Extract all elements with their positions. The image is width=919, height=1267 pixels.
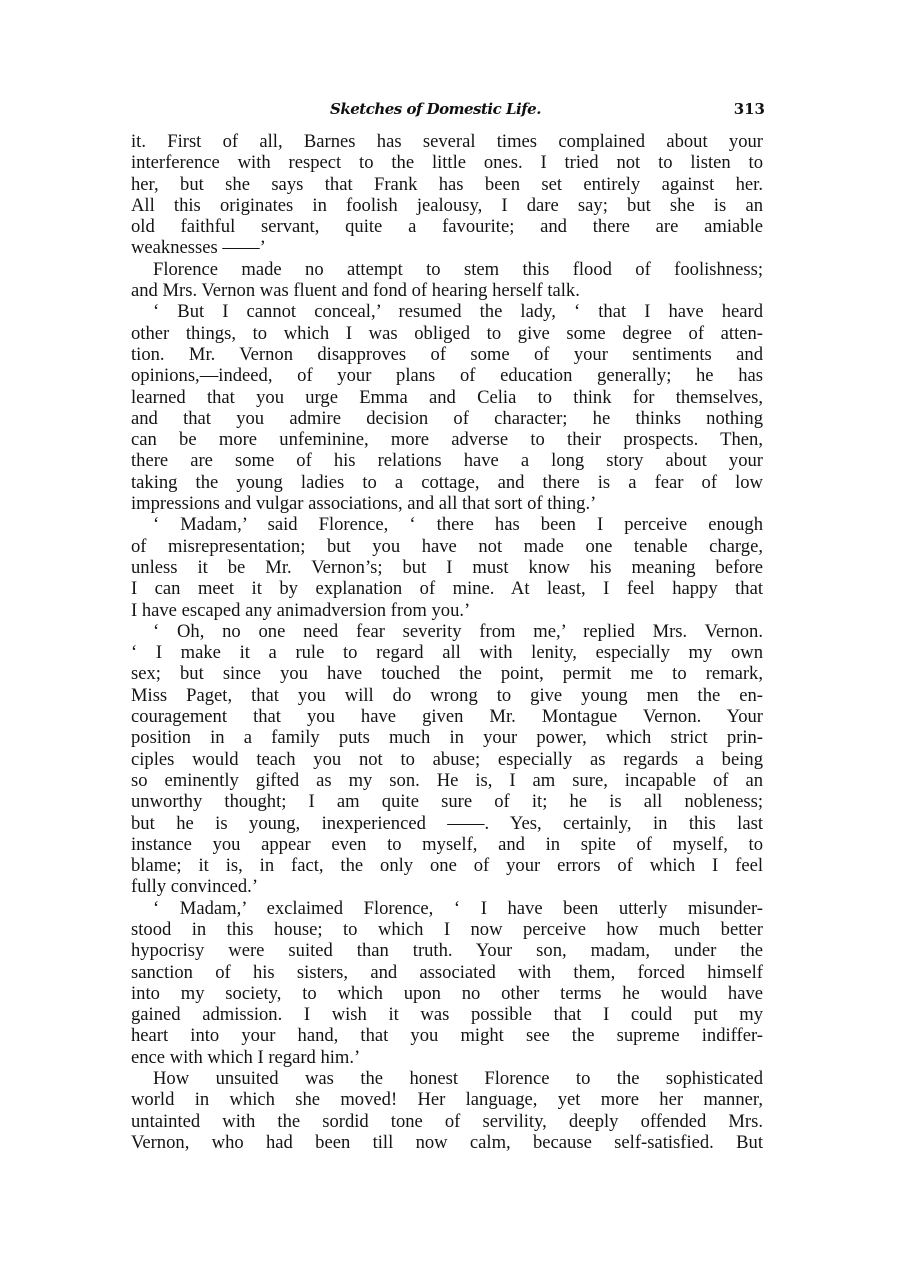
text-line: instance you appear even to myself, and in spite of myself, to bbox=[131, 833, 763, 855]
text-line: fully convinced.’ bbox=[131, 876, 259, 898]
text-line: ‘ I make it a rule to regard all with lenity, especially my own bbox=[131, 642, 763, 664]
text-line: and that you admire decision of character; he thinks nothing bbox=[131, 407, 763, 429]
paragraph bbox=[131, 514, 763, 620]
text-line: Vernon, who had been till now calm, because self-satisfied. But bbox=[131, 1131, 763, 1153]
text-line: it. First of all, Barnes has several times complained about your bbox=[131, 131, 763, 152]
text-line: can be more unfeminine, more adverse to their prospects. Then, bbox=[131, 429, 763, 451]
text-line: ciples would teach you not to abuse; especially as regards a being bbox=[131, 748, 763, 770]
text-line: weaknesses ——’ bbox=[131, 237, 266, 259]
text-line: I can meet it by explanation of mine. At least, I feel happy that bbox=[131, 578, 763, 600]
text-line: and Mrs. Vernon was fluent and fond of hearing herself talk. bbox=[131, 280, 580, 302]
text-line: ‘ Madam,’ said Florence, ‘ there has been I perceive enough bbox=[153, 514, 763, 536]
text-line: sex; but since you have touched the point, permit me to remark, bbox=[131, 663, 763, 685]
text-line: sanction of his sisters, and associated with them, forced himself bbox=[131, 961, 763, 983]
text-line: heart into your hand, that you might see the supreme indiffer- bbox=[131, 1025, 763, 1047]
text-line: other things, to which I was obliged to give some degree of atten- bbox=[131, 322, 763, 344]
text-line: interference with respect to the little ones. I tried not to listen to bbox=[131, 152, 763, 174]
text-line: blame; it is, in fact, the only one of your errors of which I feel bbox=[131, 855, 763, 877]
text-line: unless it be Mr. Vernon’s; but I must know his meaning before bbox=[131, 556, 763, 578]
paragraph bbox=[131, 131, 763, 259]
text-line: How unsuited was the honest Florence to the sophisticated bbox=[153, 1068, 763, 1090]
text-line: but he is young, inexperienced ——. Yes, certainly, in this last bbox=[131, 812, 763, 834]
text-line: ence with which I regard him.’ bbox=[131, 1046, 361, 1068]
text-line: I have escaped any animadversion from you.’ bbox=[131, 599, 471, 621]
text-line: impressions and vulgar associations, and all that sort of thing.’ bbox=[131, 493, 597, 515]
text-line: tion. Mr. Vernon disapproves of some of your sentiments and bbox=[131, 343, 763, 365]
text-line: old faithful servant, quite a favourite; and there are amiable bbox=[131, 216, 763, 238]
text-line: hypocrisy were suited than truth. Your son, madam, under the bbox=[131, 940, 763, 962]
text-line: ‘ Oh, no one need fear severity from me,’ replied Mrs. Vernon. bbox=[153, 620, 763, 642]
paragraph bbox=[131, 259, 763, 302]
paragraph bbox=[131, 1068, 763, 1153]
text-line: her, but she says that Frank has been set entirely against her. bbox=[131, 173, 763, 195]
text-line: Miss Paget, that you will do wrong to give young men the en- bbox=[131, 684, 763, 706]
text-line: ‘ Madam,’ exclaimed Florence, ‘ I have been utterly misunder- bbox=[153, 897, 763, 919]
text-line: untainted with the sordid tone of servility, deeply offended Mrs. bbox=[131, 1110, 763, 1132]
text-line: All this originates in foolish jealousy, I dare say; but she is an bbox=[131, 194, 763, 216]
text-line: opinions,—indeed, of your plans of education generally; he has bbox=[131, 365, 763, 387]
text-line: into my society, to which upon no other terms he would have bbox=[131, 982, 763, 1004]
text-line: stood in this house; to which I now perceive how much better bbox=[131, 918, 763, 940]
running-title: Sketches of Domestic Life. bbox=[330, 100, 541, 118]
text-line: unworthy thought; I am quite sure of it; he is all nobleness; bbox=[131, 791, 763, 813]
text-line: so eminently gifted as my son. He is, I am sure, incapable of an bbox=[131, 769, 763, 791]
text-line: there are some of his relations have a long story about your bbox=[131, 450, 763, 472]
text-line: world in which she moved! Her language, yet more her manner, bbox=[131, 1089, 763, 1111]
page-number: 313 bbox=[733, 100, 765, 118]
text-line: learned that you urge Emma and Celia to think for themselves, bbox=[131, 386, 763, 408]
text-line: position in a family puts much in your power, which strict prin- bbox=[131, 727, 763, 749]
text-line: Florence made no attempt to stem this flood of foolishness; bbox=[153, 258, 763, 280]
text-line: of misrepresentation; but you have not made one tenable charge, bbox=[131, 535, 763, 557]
paragraph bbox=[131, 898, 763, 1068]
body-text bbox=[131, 131, 763, 1153]
paragraph bbox=[131, 621, 763, 898]
text-line: gained admission. I wish it was possible that I could put my bbox=[131, 1004, 763, 1026]
paragraph bbox=[131, 301, 763, 514]
running-head bbox=[130, 100, 765, 124]
text-line: ‘ But I cannot conceal,’ resumed the lady, ‘ that I have heard bbox=[153, 301, 763, 323]
text-line: couragement that you have given Mr. Montague Vernon. Your bbox=[131, 706, 763, 728]
text-line: taking the young ladies to a cottage, and there is a fear of low bbox=[131, 471, 763, 493]
